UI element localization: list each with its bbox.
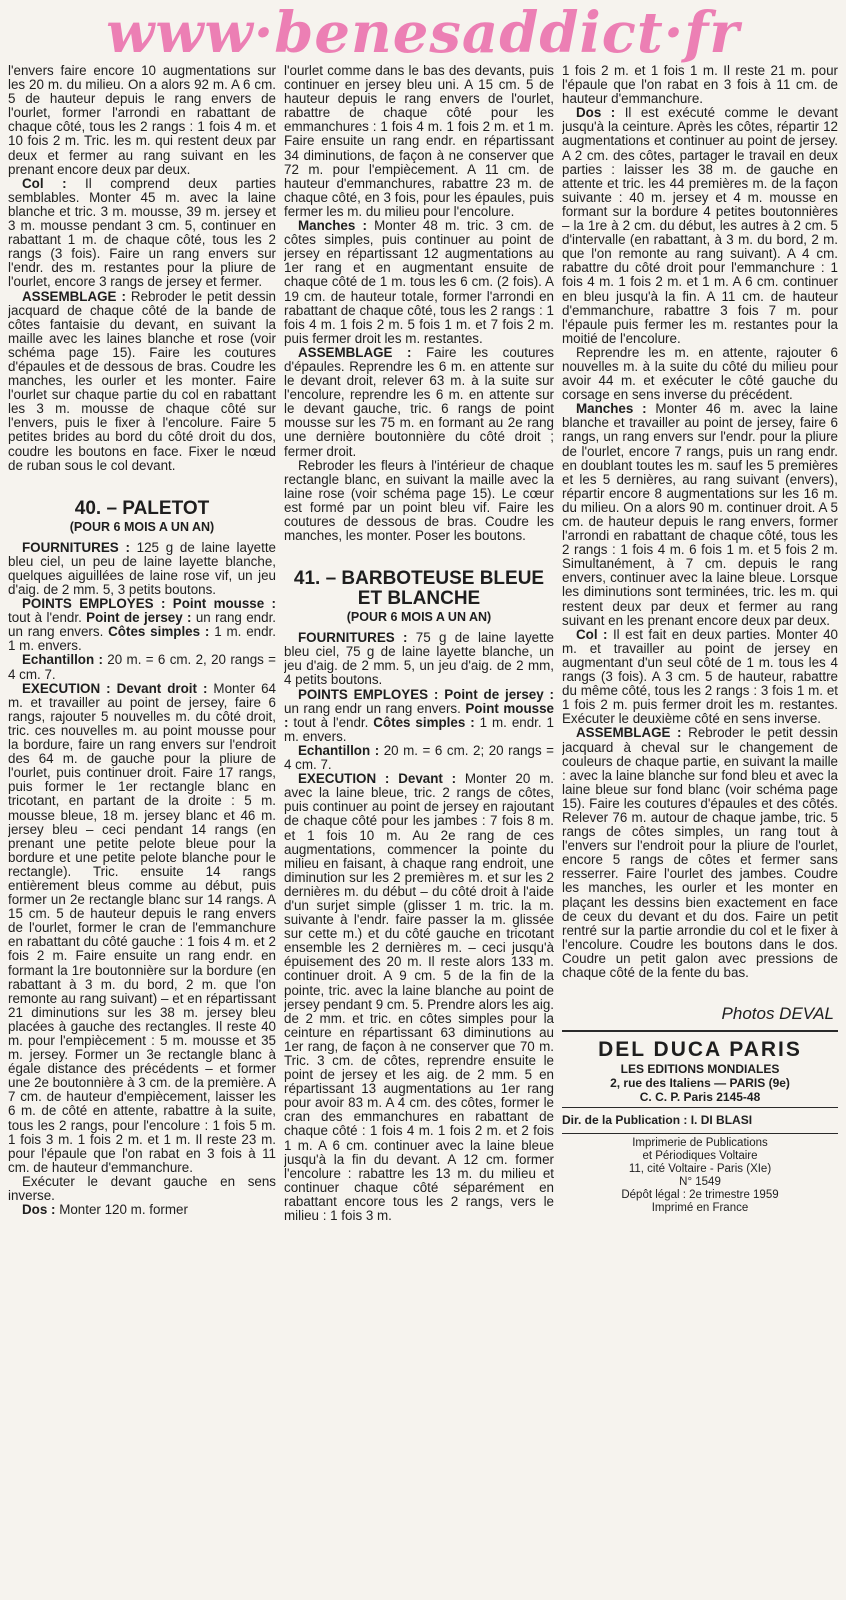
text-points-3: 1 m. endr. 1 m. envers. (284, 714, 554, 744)
paragraph-dos (8, 1203, 276, 1217)
lead-col: Col : (576, 626, 608, 642)
paragraph-points (8, 597, 276, 653)
issue-number: N° 1549 (679, 1176, 721, 1189)
lead-points-3: Côtes simples : (108, 624, 210, 640)
lead-col: Col : (22, 175, 67, 191)
text-fournitures: 125 g de laine layette bleu ciel, un peu de laine layette blanche, quelques aiguillées de laine rose vif, un jeu d'aig. de 2 mm. 5, 3 petits boutons. (8, 539, 276, 597)
publisher-ccp: C. C. P. Paris 2145-48 (639, 1090, 761, 1105)
paragraph-reprendre: Reprendre les m. en attente, rajouter 6 nouvelles m. à la suite du côté du milieu pour avoir 44 m. et exécuter le côté gauche du corsage en sens inverse du précédent. (562, 344, 838, 403)
lead-assemblage: ASSEMBLAGE : (298, 344, 412, 360)
paragraph-rebroder: Rebroder les fleurs à l'intérieur de chaque rectangle blanc, en suivant la maille avec la laine rose (voir schéma page 15). Le cœur est formé par un point bleu vif. Faire les coutures de dessous de bras. Coudre les manches, les monter. Poser les boutons. (284, 457, 554, 544)
section-subtitle-barboteuse: (POUR 6 MOIS A UN AN) (346, 610, 492, 625)
text-assemblage: Faire les coutures d'épaules. Reprendre les 6 m. en attente sur le devant droit, relever 63 m. à la suite sur l'encolure, reprendre les 6 m. en attente sur le devant gauche, tric. 6 rangs de point mousse sur les 75 m. en formant au 2e rang une dernière boutonnière du côté droit ; fermer droit. (284, 344, 554, 459)
paragraph-assemblage (8, 290, 276, 473)
printer-line-1: Imprimerie de Publications (632, 1137, 768, 1150)
text-assemblage: Rebroder le petit dessin jacquard de chaque côté de la bande de côtes fantaisie du devant, en suivant la maille avec les laines blanche et rose (voir schéma page 15). Faire les coutures d'épaules et de dessous de bras. Coudre les manches, les ourler et les monter. Faire l'ourlet sur chaque partie du col en rabattant les 3 m. mousse de chaque côté sur l'envers, puis le fixer à l'encolure. Faire 5 petites brides au bord du côté droit du dos, coudre les boutons en face. Fixer le nœud de ruban sous le col devant. (8, 288, 276, 473)
text-points-1: un rang endr un rang envers. (284, 700, 466, 716)
lead-assemblage: ASSEMBLAGE : (22, 288, 126, 304)
text-manches: Monter 46 m. avec la laine blanche et travailler au point de jersey, faire 6 rangs, un rang envers sur l'endr. pour la pliure de l'ourlet, encore 7 rangs, puis un rang endr. en doublant toutes les m. sauf les 5 premières et les 5 dernières, au rang suivant (envers), répartir encore 8 augmentations sur les 16 m. du milieu. On a alors 90 m. continuer droit. A 5 cm. de hauteur depuis le rang envers, former l'arrondi en rabattant de chaque côté, tous les 2 rangs : 1 fois 4 m. 6 fois 1 m. et 5 fois 2 m. Simultanément, à 7 cm. depuis le rang envers, continuer avec la laine bleue. Lorsque les diminutions sont terminées, tric. les m. qui restent deux par deux et fermer au rang suivant en les prenant encore deux par deux. (562, 401, 838, 628)
lead-echantillon: Echantillon : (22, 652, 103, 668)
printer-line-3: 11, cité Voltaire - Paris (XIe) (628, 1163, 772, 1176)
lead-execution: EXECUTION : Devant droit : (22, 680, 208, 696)
lead-fournitures: FOURNITURES : (22, 539, 130, 555)
watermark: www·benesaddict·fr (106, 0, 740, 66)
lead-points-3: Côtes simples : (373, 714, 475, 730)
text-points-3: 1 m. endr. 1 m. envers. (8, 624, 276, 654)
lead-execution: EXECUTION : Devant : (298, 771, 457, 787)
text-manches: Monter 48 m. tric. 3 cm. de côtes simples, puis continuer au point de jersey en répartissant 12 augmentations au 1er rang et en augmentant ensuite de chaque côté de 1 m. tous les 6 cm. (2 fois). A 19 cm. de hauteur totale, former l'arrondi en rabattant de chaque côté, tous les 2 rangs : 1 fois 4 m. 1 fois 2 m. 5 fois 1 m. et 7 fois 2 m. puis fermer droit les m. restantes. (284, 218, 554, 346)
lead-echantillon: Echantillon : (298, 742, 380, 758)
paragraph-execution (8, 682, 276, 1175)
paragraph-fournitures (8, 541, 276, 597)
lead-dos: Dos : (22, 1202, 56, 1218)
paragraph-manches (284, 219, 554, 346)
text-col: Il comprend deux parties semblables. Monter 45 m. avec la laine blanche et tric. 3 m. mousse, 39 m. jersey et 3 m. mousse pendant 3 cm. 5, continuer en rabattant 1 m. de chaque côté, tous les 2 rangs (3 fois). Faire un rang envers sur l'endr. des m. restantes pour la pliure de l'ourlet, encore 3 rangs de jersey et fermer. (8, 175, 276, 290)
text-col: Il est fait en deux parties. Monter 40 m. et travailler au point de jersey en augmentant d'un seul côté de 1 m. tous les 4 rangs (3 fois). A 3 cm. 5 de hauteur, rabattre du même côté, tous les 2 rangs : 3 fois 1 m. et 1 fois 2 m. puis fermer droit les m. restantes. Exécuter le deuxième côté en sens inverse. (562, 626, 838, 727)
publication-director: Dir. de la Publication : I. DI BLASI (562, 1113, 753, 1128)
text-fournitures: 75 g de laine layette bleu ciel, 75 g de laine layette blanche, un jeu d'aig. de 2 mm. 5, un jeu d'aig. de 2 mm, 4 petits boutons. (284, 630, 554, 688)
paragraph-points (284, 688, 554, 744)
paragraph-echantillon (8, 653, 276, 681)
paragraph-echantillon (284, 744, 554, 772)
lead-assemblage: ASSEMBLAGE : (576, 725, 682, 741)
paragraph-augmentations: l'envers faire encore 10 augmentations sur les 20 m. du milieu. On a alors 92 m. A 6 cm. 5 de hauteur depuis le rang envers de l'ourlet, former l'arrondi en rabattant de chaque côté, tous les 2 rangs : 1 fois 4 m. et 10 fois 2 m. Tric. les m. qui restent deux par deux et fermer au rang suivant en les prenant encore deux par deux. (8, 64, 276, 177)
paragraph-col (562, 628, 838, 727)
paragraph-dos (562, 106, 838, 346)
text-execution: Monter 20 m. avec la laine bleue, tric. 2 rangs de côtes, puis continuer au point de jersey en rajoutant de chaque côté pour les jambes : 7 fois 8 m. et 1 fois 10 m. Au 2e rang de ces augmentations, commencer la pointe du milieu en faisant, à chaque rang endroit, une diminution sur les 2 premières m. et sur les 2 dernières m. du début – du côté droit à l'aide d'un surjet simple (glisser 1 m. tric. la m. suivante à l'endr. faire passer la m. glissée sur cette m.) et du côté gauche en tricotant ensemble les 2 dernières m. – ceci jusqu'à épuisement des 20 m. Il reste alors 133 m. continuer droit. A 9 cm. 5 de la fin de la pointe, tric. avec la laine blanche au point de jersey pendant 9 cm. 5. Prendre alors les aig. de 2 mm. et tric. en côtes simples pour la ceinture en répartissant 63 diminutions au 1er rang, de façon à ne conserver que 70 m. Tric. 3 cm. de côtes, reprendre ensuite le point de jersey et les aig. de 2 mm. 5 en répartissant 13 augmentations au 1er rang pour avoir 83 m. A 4 cm. des côtes, former le cran des emmanchures en rabattant de chaque côté : 1 fois 4 m. 1 fois 2 m. et 2 fois 1 m. A 6 cm. continuer avec la laine bleue jusqu'à la fin du devant. A 12 cm. former l'encolure : rabattre les 13 m. du milieu et continuer chaque côté séparément en rabattant encore tous les 2 rangs, vers le milieu : 1 fois 3 m. (284, 771, 554, 1224)
paragraph-fournitures (284, 631, 554, 687)
text-points-1: tout à l'endr. (8, 610, 87, 626)
text-execution: Monter 64 m. et travailler au point de jersey, faire 6 rangs, rajouter 5 nouvelles m. du côté droit, tric. ces nouvelles m. au point mousse pour la bordure, faire un rang envers sur l'endroit des 64 m. de gauche pour la pliure de l'ourlet, puis continuer droit. Faire 17 rangs, puis former le 1er rectangle blanc en tricotant, en partant de la droite : 5 m. mousse bleue, 18 m. jersey blanc et 46 m. jersey bleu – ceci pendant 14 rangs (en prenant une petite pelote bleue pour la bordure et une petite pelote blanche pour le rectangle). Tric. ensuite 14 rangs entièrement bleus comme au début, puis former un 2e rectangle blanc sur 14 rangs. A 15 cm. 5 de hauteur depuis le rang envers de l'ourlet, former le cran de l'emmanchure en rabattant du côté gauche : 1 fois 4 m. et 2 fois 2 m. Faire ensuite un rang endr. en formant la 1re boutonnière sur la bordure (en rabattant à 3 m. du bord, 2 m. que l'on remonte au rang suivant) – et en répartissant 21 diminutions sur les 38 m. jersey bleu placées à gauche des rectangles. Il reste 40 m. pour l'empiècement : 5 m. mousse et 35 m. jersey. Former un 3e rectangle blanc à égale distance des précédents – et former une 2e boutonnière à 3 cm. de la première. A 7 cm. de hauteur d'empiècement, laisser les 6 m. de côté en attente, rabattre à la suite, tous les 2 rangs, pour l'encolure : 1 fois 5 m. 1 fois 3 m. 1 fois 2 m. et 1 m. Il reste 23 m. pour l'épaule que l'on rabat en 3 fois à 11 cm. de hauteur d'emmanchure. (8, 680, 276, 1175)
paragraph-epaule: 1 fois 2 m. et 1 fois 1 m. Il reste 21 m. pour l'épaule que l'on rabat en 3 fois à 11 cm. de hauteur d'emmanchure. (562, 64, 838, 107)
paragraph-manches (562, 402, 838, 628)
paragraph-col (8, 177, 276, 290)
section-title-barboteuse: 41. – BARBOTEUSE BLEUE ET BLANCHE (293, 568, 545, 610)
divider (562, 1030, 838, 1032)
text-points-2: tout à l'endr. (288, 714, 374, 730)
paragraph-assemblage (284, 346, 554, 459)
paragraph-ourlet: l'ourlet comme dans le bas des devants, puis continuer en jersey bleu uni. A 15 cm. 5 de hauteur depuis le rang envers de l'ourlet, rabattre de chaque côté pour les emmanchures : 1 fois 4 m. 1 fois 2 m. et 1 m. Faire ensuite un rang endr. en répartissant 34 diminutions, de façon à ne conserver que 72 m. pour l'empiècement. A 11 cm. de hauteur d'emmanchures, rabattre 23 m. de chaque côté, en 3 fois, pour les épaules, puis fermer les m. du milieu pour l'encolure. (284, 64, 554, 219)
text-echantillon: 20 m. = 6 cm. 2, 20 rangs = 4 cm. 7. (8, 652, 276, 682)
lead-manches: Manches : (298, 218, 367, 234)
legal-deposit: Dépôt légal : 2e trimestre 1959 (621, 1189, 779, 1202)
column-left (8, 64, 276, 1598)
lead-manches: Manches : (576, 401, 647, 417)
publisher-address: 2, rue des Italiens — PARIS (9e) (610, 1076, 790, 1091)
divider (562, 1107, 838, 1108)
paragraph-devant-gauche: Exécuter le devant gauche en sens inverse. (8, 1173, 276, 1204)
lead-points: POINTS EMPLOYES : Point mousse : (22, 596, 276, 612)
lead-points-2: Point mousse : (284, 700, 554, 730)
printer-line-2: et Périodiques Voltaire (642, 1150, 758, 1163)
text-assemblage: Rebroder le petit dessin jacquard à cheval sur le changement de couleurs de chaque partie, en suivant la maille : avec la laine blanche sur fond bleu et avec la laine bleue sur fond blanc (voir schéma page 15). Faire les coutures d'épaules et des côtés. Relever 76 m. autour de chaque jambe, tric. 5 rangs de côtes simples, un rang tout à l'envers sur l'endroit pour la pliure de l'ourlet, encore 5 rangs de côtes et fermer sans resserrer. Faire l'ourlet des jambes. Coudre les manches, les ourler et les monter en plaçant les dessins bien exactement en face de ceux du devant et du dos. Faire un petit rentré sur la partie arrondie du col et le fixer à l'encolure. Coudre les boutons dans le dos. Coudre un petit galon avec pressions de chaque côté de la fente du bas. (562, 725, 838, 980)
paragraph-execution (284, 772, 554, 1223)
divider (562, 1133, 838, 1134)
text-echantillon: 20 m. = 6 cm. 2; 20 rangs = 4 cm. 7. (284, 742, 554, 773)
publisher-name: DEL DUCA PARIS (598, 1038, 802, 1062)
text-points-2: un rang endr. un rang envers. (8, 610, 276, 640)
section-title-paletot: 40. – PALETOT (74, 497, 210, 519)
lead-points: POINTS EMPLOYES : Point de jersey : (298, 686, 554, 702)
photo-credit: Photos DEVAL (721, 1004, 834, 1024)
text-dos: Monter 120 m. former (55, 1202, 188, 1218)
column-right (562, 64, 838, 1598)
publisher-editions: LES EDITIONS MONDIALES (620, 1062, 780, 1077)
lead-fournitures: FOURNITURES : (298, 630, 408, 646)
section-subtitle-paletot: (POUR 6 MOIS A UN AN) (69, 519, 215, 534)
printed-in: Imprimé en France (651, 1202, 749, 1215)
lead-points-2: Point de jersey : (86, 610, 192, 626)
lead-dos: Dos : (576, 105, 616, 121)
column-middle (284, 64, 554, 1598)
paragraph-assemblage (562, 726, 838, 980)
text-dos: Il est exécuté comme le devant jusqu'à la ceinture. Après les côtes, répartir 12 augmentations et continuer au point de jersey. A 2 cm. des côtes, partager le travail en deux parties : laisser les 38 m. de gauche en attente et tric. les 44 premières m. de la façon suivante : 40 m. jersey et 4 m. mousse en formant sur la bordure 4 petites boutonnières – la 1re à 2 cm. du début, les autres à 2 cm. 5 d'intervalle (en rabattant, à 3 m. du bord, 2 m. que l'on remonte au rang suivant). A 4 cm. rabattre du côté droit pour l'emmanchure : 1 fois 4 m. 1 fois 2 m. et 1 m. A 6 cm. continuer en bleu jusqu'à la fin. A 11 cm. de hauteur d'emmanchure, rabattre 3 fois 7 m. pour l'épaule puis fermer les m. restantes pour la moitié de l'encolure. (562, 105, 838, 346)
